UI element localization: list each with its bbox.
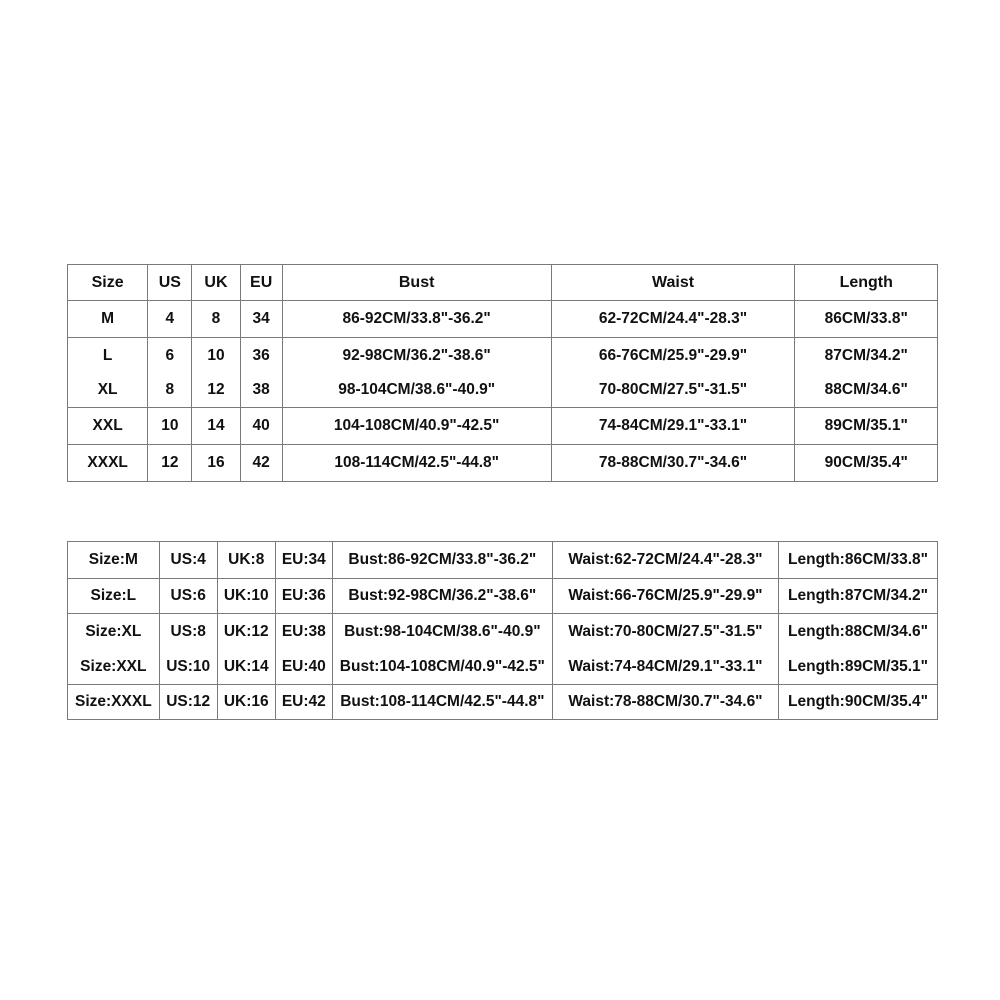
table-row (68, 301, 938, 338)
cell-eu: 40 (240, 408, 282, 445)
cell-eu: EU:40 (275, 650, 332, 685)
cell-uk: UK:12 (217, 614, 275, 651)
cell-waist: Waist:62-72CM/24.4"-28.3" (552, 542, 778, 579)
header-waist: Waist (551, 265, 795, 301)
cell-eu: EU:42 (275, 685, 332, 720)
header-length: Length (795, 265, 938, 301)
cell-size: M (68, 301, 148, 338)
cell-bust: 92-98CM/36.2"-38.6" (282, 338, 551, 374)
cell-bust: Bust:104-108CM/40.9"-42.5" (332, 650, 552, 685)
cell-length: 90CM/35.4" (795, 445, 938, 482)
cell-eu: 36 (240, 338, 282, 374)
cell-eu: 38 (240, 373, 282, 408)
cell-size: XXL (68, 408, 148, 445)
cell-uk: 8 (192, 301, 240, 338)
size-chart-table-bottom (67, 541, 938, 720)
cell-bust: 104-108CM/40.9"-42.5" (282, 408, 551, 445)
cell-bust: 108-114CM/42.5"-44.8" (282, 445, 551, 482)
cell-size: Size:XXL (68, 650, 160, 685)
cell-length: 89CM/35.1" (795, 408, 938, 445)
cell-waist: 74-84CM/29.1"-33.1" (551, 408, 795, 445)
table-row (68, 650, 938, 685)
cell-us: US:12 (159, 685, 217, 720)
cell-length: 88CM/34.6" (795, 373, 938, 408)
cell-size: Size:L (68, 579, 160, 614)
cell-eu: 34 (240, 301, 282, 338)
cell-waist: Waist:70-80CM/27.5"-31.5" (552, 614, 778, 651)
cell-uk: UK:16 (217, 685, 275, 720)
cell-waist: 78-88CM/30.7"-34.6" (551, 445, 795, 482)
cell-length: Length:89CM/35.1" (779, 650, 938, 685)
table-row (68, 445, 938, 482)
cell-size: Size:XL (68, 614, 160, 651)
table-row (68, 685, 938, 720)
cell-size: Size:XXXL (68, 685, 160, 720)
cell-size: Size:M (68, 542, 160, 579)
cell-uk: 14 (192, 408, 240, 445)
cell-us: 12 (148, 445, 192, 482)
table-row (68, 579, 938, 614)
table-row (68, 373, 938, 408)
table-header-row (68, 265, 938, 301)
cell-bust: Bust:86-92CM/33.8"-36.2" (332, 542, 552, 579)
cell-length: Length:86CM/33.8" (779, 542, 938, 579)
cell-eu: EU:38 (275, 614, 332, 651)
cell-uk: 10 (192, 338, 240, 374)
cell-size: XXXL (68, 445, 148, 482)
cell-bust: 86-92CM/33.8"-36.2" (282, 301, 551, 338)
cell-eu: EU:36 (275, 579, 332, 614)
header-uk: UK (192, 265, 240, 301)
size-chart-table-top (67, 264, 938, 482)
cell-us: 10 (148, 408, 192, 445)
table-row (68, 408, 938, 445)
cell-length: Length:88CM/34.6" (779, 614, 938, 651)
header-eu: EU (240, 265, 282, 301)
cell-us: US:8 (159, 614, 217, 651)
cell-length: 86CM/33.8" (795, 301, 938, 338)
cell-us: US:10 (159, 650, 217, 685)
cell-size: L (68, 338, 148, 374)
cell-size: XL (68, 373, 148, 408)
cell-uk: UK:14 (217, 650, 275, 685)
cell-uk: UK:8 (217, 542, 275, 579)
cell-us: 4 (148, 301, 192, 338)
cell-waist: 66-76CM/25.9"-29.9" (551, 338, 795, 374)
cell-uk: 12 (192, 373, 240, 408)
cell-length: Length:90CM/35.4" (779, 685, 938, 720)
cell-bust: Bust:108-114CM/42.5"-44.8" (332, 685, 552, 720)
cell-waist: 70-80CM/27.5"-31.5" (551, 373, 795, 408)
cell-bust: Bust:92-98CM/36.2"-38.6" (332, 579, 552, 614)
cell-us: 8 (148, 373, 192, 408)
table-row (68, 542, 938, 579)
header-us: US (148, 265, 192, 301)
cell-eu: EU:34 (275, 542, 332, 579)
cell-length: 87CM/34.2" (795, 338, 938, 374)
table-row (68, 614, 938, 651)
cell-eu: 42 (240, 445, 282, 482)
cell-bust: Bust:98-104CM/38.6"-40.9" (332, 614, 552, 651)
cell-us: US:6 (159, 579, 217, 614)
cell-uk: UK:10 (217, 579, 275, 614)
cell-us: US:4 (159, 542, 217, 579)
cell-waist: Waist:74-84CM/29.1"-33.1" (552, 650, 778, 685)
cell-waist: 62-72CM/24.4"-28.3" (551, 301, 795, 338)
cell-uk: 16 (192, 445, 240, 482)
cell-waist: Waist:66-76CM/25.9"-29.9" (552, 579, 778, 614)
cell-bust: 98-104CM/38.6"-40.9" (282, 373, 551, 408)
cell-length: Length:87CM/34.2" (779, 579, 938, 614)
cell-waist: Waist:78-88CM/30.7"-34.6" (552, 685, 778, 720)
cell-us: 6 (148, 338, 192, 374)
header-bust: Bust (282, 265, 551, 301)
table-row (68, 338, 938, 374)
header-size: Size (68, 265, 148, 301)
